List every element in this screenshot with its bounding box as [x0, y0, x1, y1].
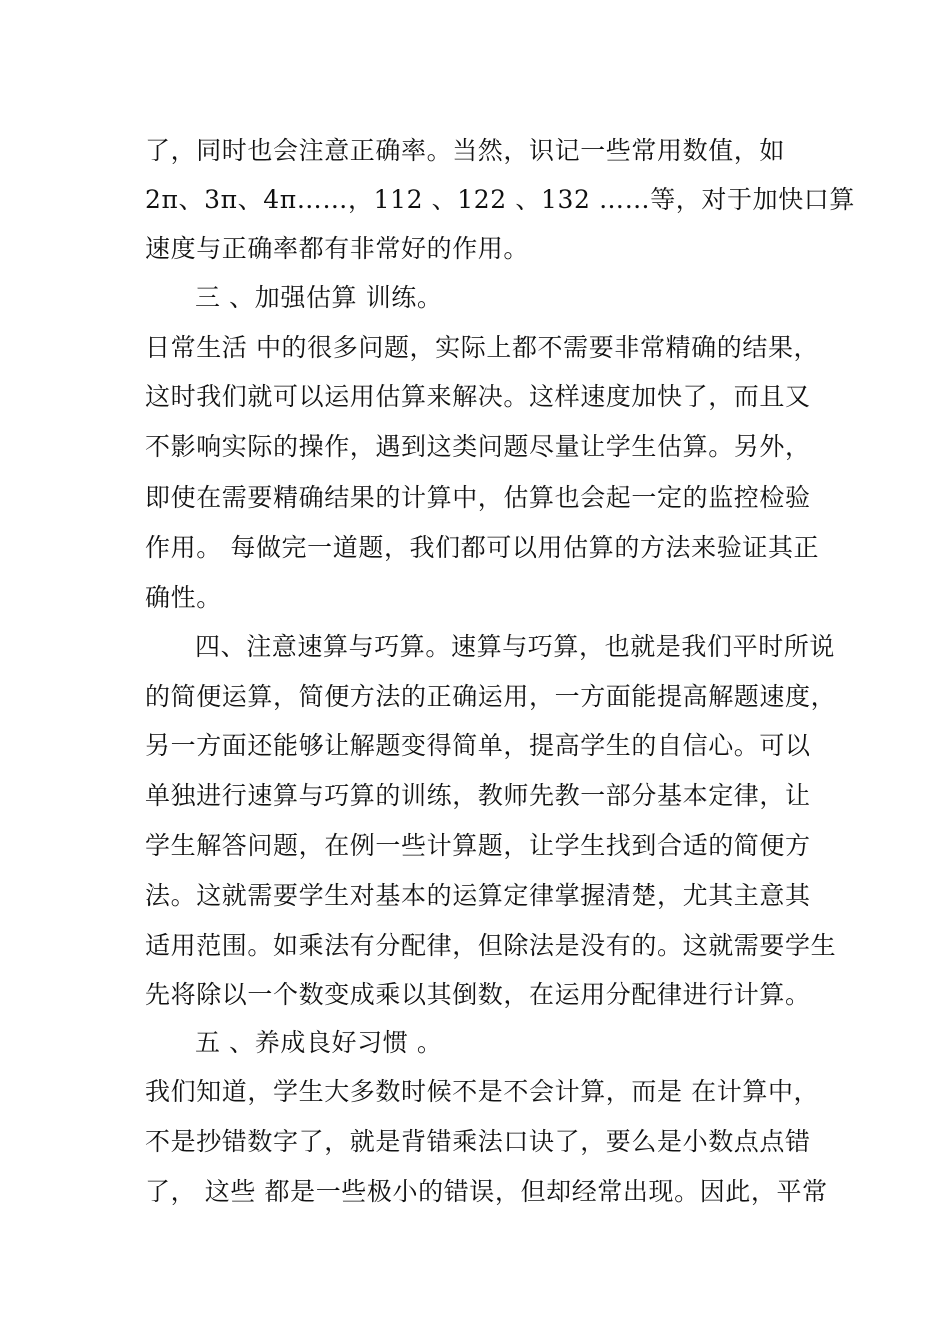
text-line: 先将除以一个数变成乘以其倒数，在运用分配律进行计算。 — [145, 980, 811, 1009]
section-heading-3: 三 、加强估算 训练。 — [195, 283, 443, 312]
text-line: 不影响实际的操作，遇到这类问题尽量让学生估算。另外， — [145, 432, 811, 461]
text-line: 的简便运算，简便方法的正确运用，一方面能提高解题速度， — [145, 682, 837, 711]
text-line: 适用范围。如乘法有分配律，但除法是没有的。这就需要学生 — [145, 931, 837, 960]
text-line: 我们知道，学生大多数时候不是不会计算，而是 在计算中， — [145, 1077, 820, 1106]
section-heading-5: 五 、养成良好习惯 。 — [195, 1028, 443, 1057]
text-line: 作用。 每做完一道题，我们都可以用估算的方法来验证其正 — [145, 533, 820, 562]
text-line: 日常生活 中的很多问题，实际上都不需要非常精确的结果， — [145, 333, 820, 362]
text-line: 法。这就需要学生对基本的运算定律掌握清楚，尤其主意其 — [145, 881, 811, 910]
text-line: 另一方面还能够让解题变得简单，提高学生的自信心。可以 — [145, 731, 811, 760]
text-line: 2π、3π、4π……，112 、122 、132 ……等，对于加快口算 — [145, 185, 856, 214]
text-line: 即使在需要精确结果的计算中，估算也会起一定的监控检验 — [145, 483, 811, 512]
text-line: 单独进行速算与巧算的训练，教师先教一部分基本定律，让 — [145, 781, 811, 810]
section-heading-4: 四、注意速算与巧算。速算与巧算，也就是我们平时所说 — [195, 632, 836, 661]
text-line: 这时我们就可以运用估算来解决。这样速度加快了，而且又 — [145, 382, 811, 411]
text-line: 了，同时也会注意正确率。当然，识记一些常用数值，如 — [145, 136, 786, 165]
text-line: 不是抄错数字了，就是背错乘法口诀了，要么是小数点点错 — [145, 1127, 811, 1156]
text-line: 确性。 — [145, 583, 222, 612]
text-line: 了， 这些 都是一些极小的错误，但却经常出现。因此，平常 — [145, 1177, 828, 1206]
text-line: 学生解答问题，在例一些计算题，让学生找到合适的简便方 — [145, 831, 811, 860]
text-line: 速度与正确率都有非常好的作用。 — [145, 234, 530, 263]
